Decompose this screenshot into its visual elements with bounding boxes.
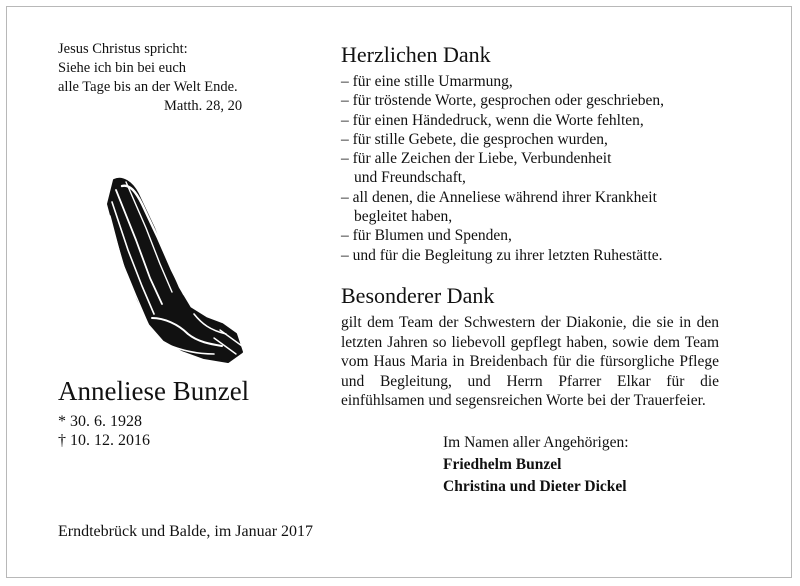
bible-verse bbox=[58, 40, 243, 114]
thanks-item-continuation: und Freundschaft, bbox=[354, 169, 466, 187]
verse-line: alle Tage bis an der Welt Ende. bbox=[58, 79, 238, 95]
thanks-item: – für einen Händedruck, wenn die Worte fehlten, bbox=[341, 111, 644, 129]
deceased-name: Anneliese Bunzel bbox=[58, 376, 250, 406]
thanks-section bbox=[341, 42, 719, 265]
birth-date: * 30. 6. 1928 bbox=[58, 413, 142, 430]
special-thanks-text: gilt dem Team der Schwestern der Diakonie, die sie in den letzten Jahren so liebevoll gepflegt haben, sowie dem Team vom Haus Maria in Breidenbach für die fürsorgliche Pflege und Begleitung, und Herrn Pfarrer Elkar für die einfühlsamen und segensreichen Worte bei der Trauerfeier. bbox=[341, 314, 719, 409]
thanks-item: – für tröstende Worte, gesprochen oder geschrieben, bbox=[341, 92, 664, 110]
thanks-item: – all denen, die Anneliese während ihrer Krankheit bbox=[341, 188, 657, 206]
signature-block bbox=[443, 432, 629, 498]
thanks-heading: Herzlichen Dank bbox=[341, 42, 491, 67]
verse-line: Jesus Christus spricht: bbox=[58, 41, 188, 57]
praying-hands-icon bbox=[92, 168, 252, 368]
thanks-list bbox=[341, 72, 719, 265]
thanks-item: – für eine stille Umarmung, bbox=[341, 73, 513, 90]
verse-line: Siehe ich bin bei euch bbox=[58, 60, 187, 76]
special-thanks-heading: Besonderer Dank bbox=[341, 283, 495, 308]
signature-intro: Im Namen aller Angehörigen: bbox=[443, 434, 629, 451]
thanks-item: – für alle Zeichen der Liebe, Verbundenheit bbox=[341, 150, 612, 168]
death-date: † 10. 12. 2016 bbox=[58, 432, 150, 449]
thanks-item-continuation: begleitet haben, bbox=[354, 208, 453, 226]
thanks-item: – für Blumen und Spenden, bbox=[341, 227, 512, 245]
signatory-name: Christina und Dieter Dickel bbox=[443, 478, 627, 495]
verse-reference: Matth. 28, 20 bbox=[164, 98, 243, 114]
signatory-name: Friedhelm Bunzel bbox=[443, 456, 562, 473]
place-and-date: Erndtebrück und Balde, im Januar 2017 bbox=[58, 523, 314, 540]
thanks-item: – und für die Begleitung zu ihrer letzten Ruhestätte. bbox=[341, 246, 663, 264]
thanks-item: – für stille Gebete, die gesprochen wurden, bbox=[341, 130, 608, 148]
special-thanks-section bbox=[341, 283, 719, 411]
life-dates bbox=[58, 412, 150, 450]
